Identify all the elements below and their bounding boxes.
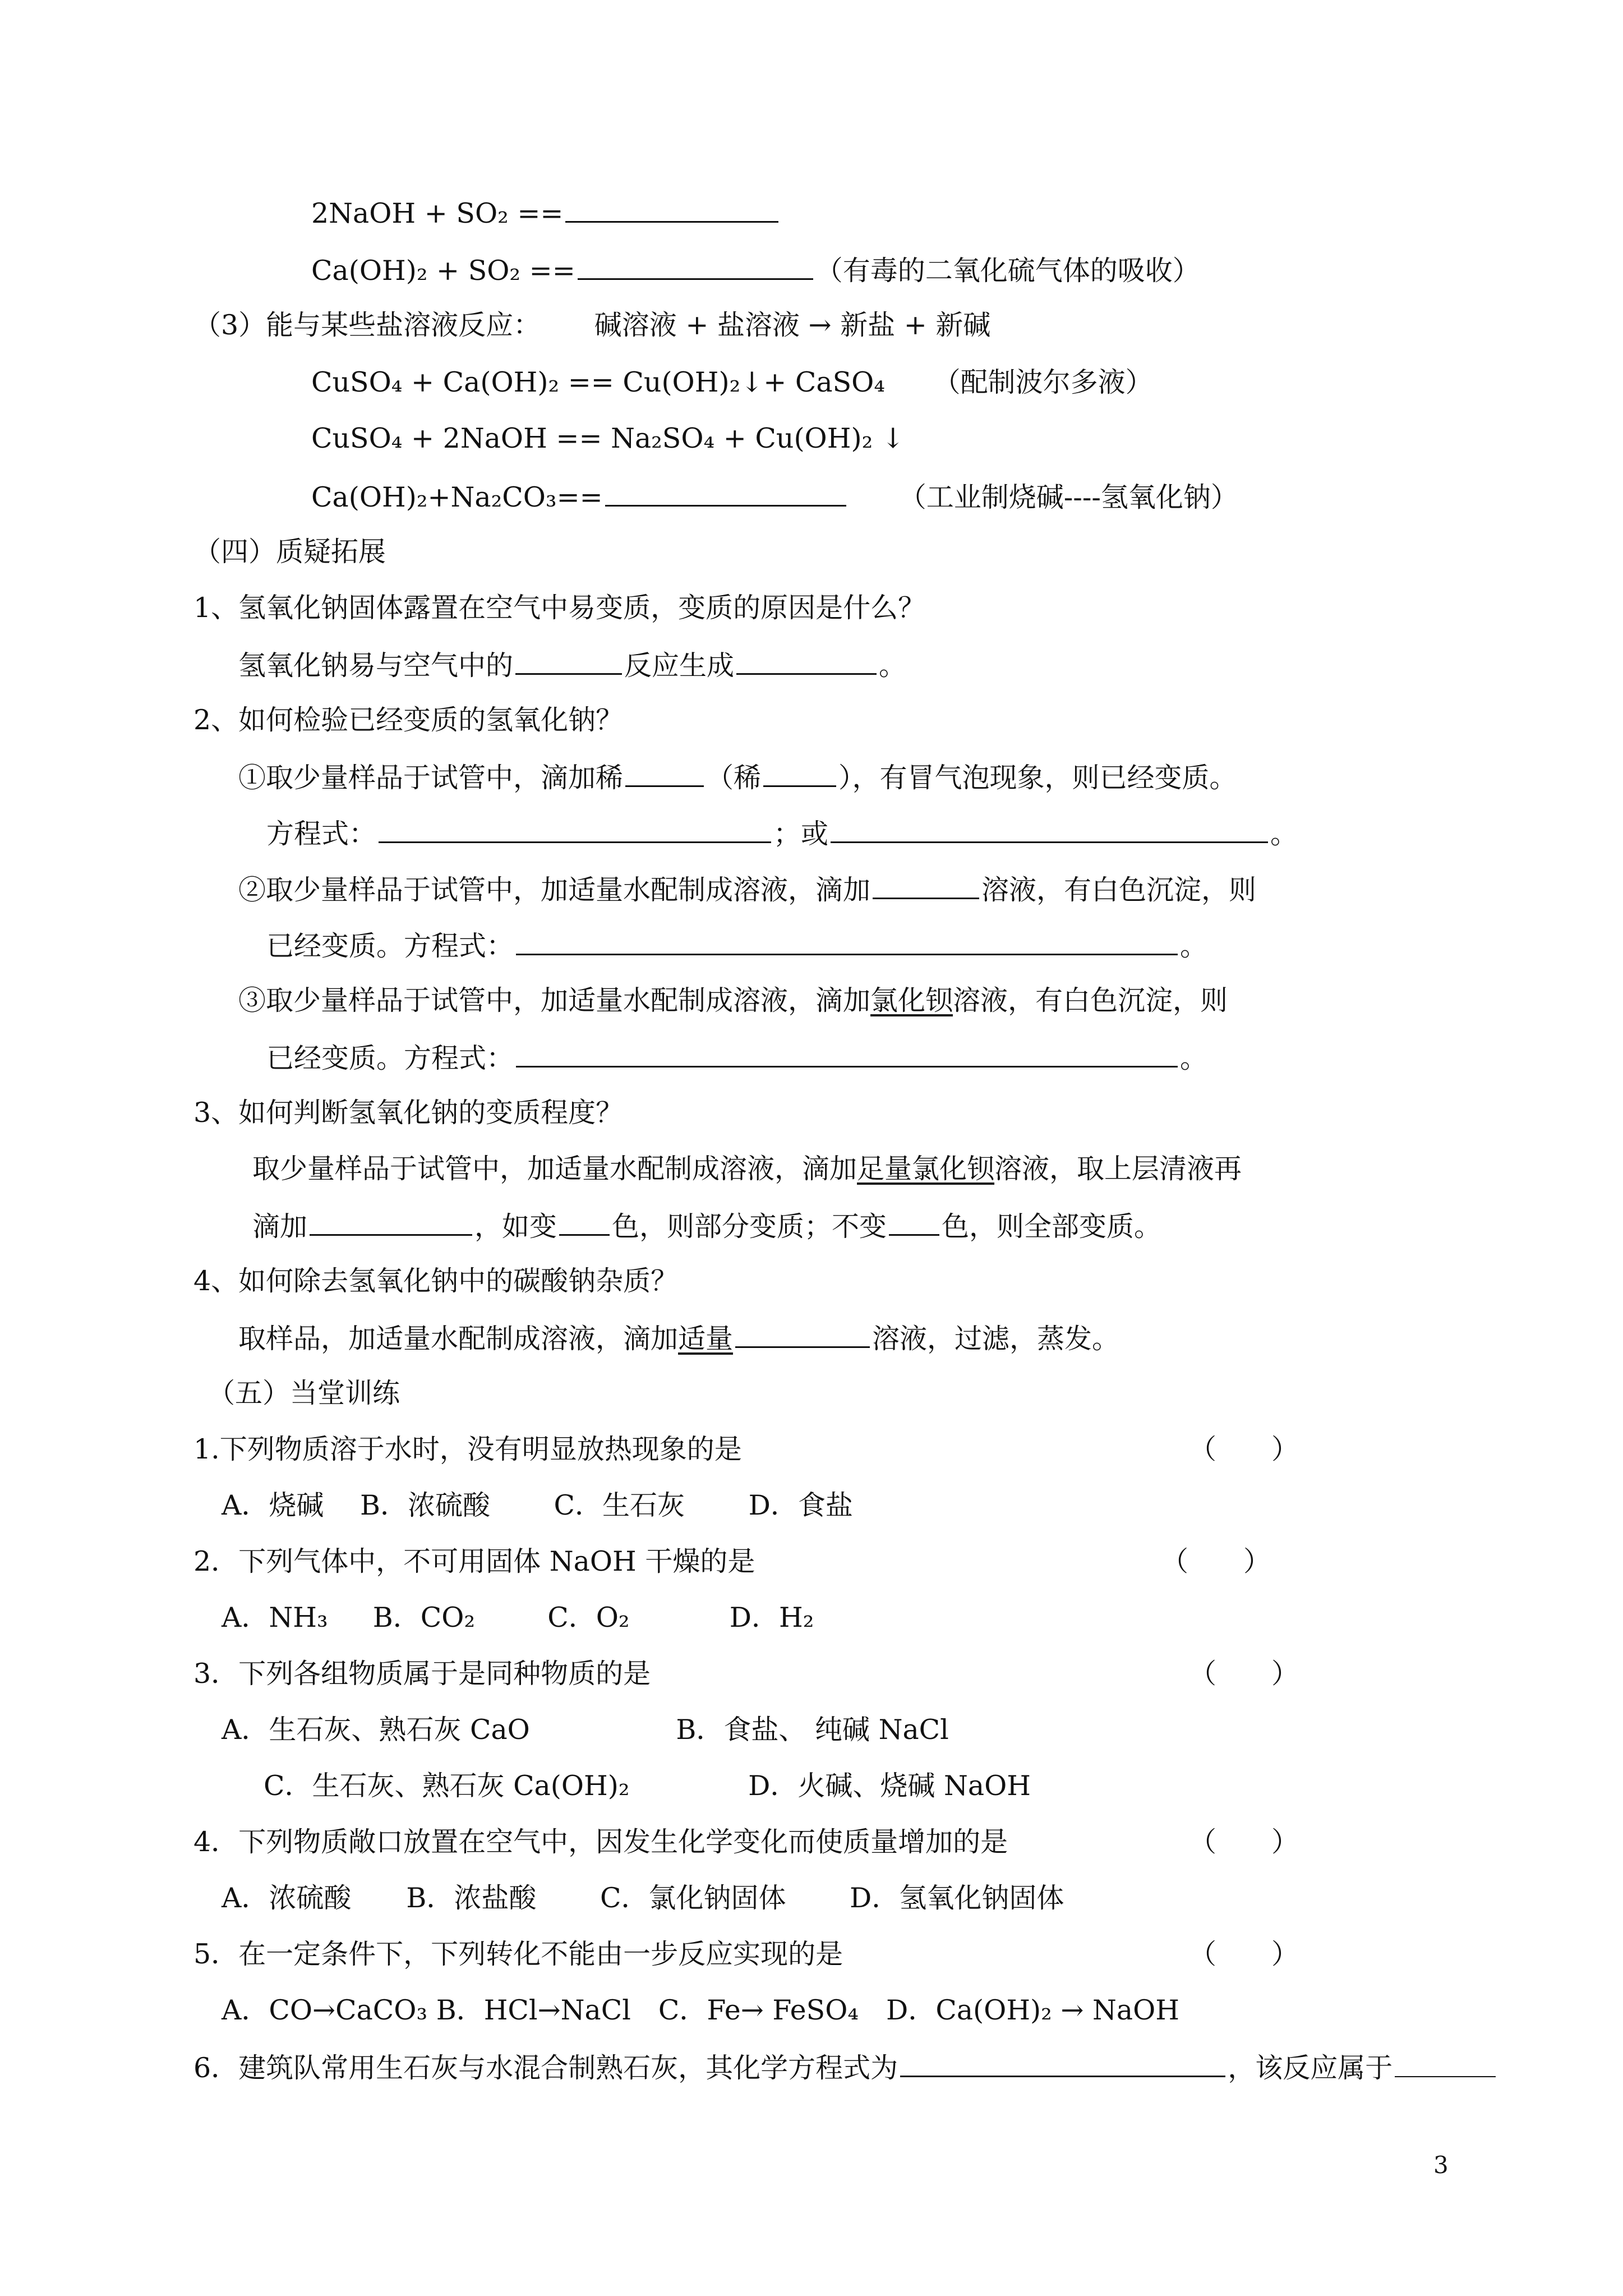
answer-blank[interactable] <box>565 194 778 223</box>
answer-paren[interactable]: （ ） <box>1189 1433 1299 1465</box>
question-2-method-2: ②取少量样品于试管中，加适量水配制成溶液，滴加 溶液，有白色沉淀，则 <box>238 871 1256 908</box>
question-2-method-3-equation: 已经变质。方程式： 。 <box>266 1039 1207 1076</box>
question-2-method-1: ①取少量样品于试管中，滴加稀 （稀 ），有冒气泡现象，则已经变质。 <box>238 758 1237 796</box>
answer-blank[interactable] <box>831 815 1268 843</box>
question-4-answer: 取样品，加适量水配制成溶液，滴加适量 溶液，过滤，蒸发。 <box>238 1319 1119 1357</box>
training-question-2: 2．下列气体中，不可用固体 NaOH 干燥的是 <box>193 1545 755 1577</box>
answer-blank[interactable] <box>379 815 771 843</box>
question-3-answer-line-1: 取少量样品于试管中，加适量水配制成溶液，滴加足量氯化钡溶液，取上层清液再 <box>252 1153 1242 1185</box>
answer-blank[interactable] <box>515 646 622 675</box>
question-2-method-3: ③取少量样品于试管中，加适量水配制成溶液，滴加氯化钡溶液，有白色沉淀，则 <box>238 984 1228 1016</box>
training-question-5: 5．在一定条件下，下列转化不能由一步反应实现的是 <box>193 1938 843 1970</box>
answer-blank[interactable] <box>900 2049 1225 2077</box>
answer-paren[interactable]: （ ） <box>1189 1938 1299 1970</box>
equation-caoh2-so2: Ca(OH)₂ + SO₂ == （有毒的二氧化硫气体的吸收） <box>311 251 1200 289</box>
answer-paren[interactable]: （ ） <box>1189 1658 1299 1690</box>
question-3-answer-line-2: 滴加 ，如变 色，则部分变质；不变 色，则全部变质。 <box>252 1207 1161 1245</box>
answer-paren[interactable]: （ ） <box>1189 1826 1299 1858</box>
equation-naoh-so2: 2NaOH + SO₂ == <box>311 194 781 232</box>
answer-blank[interactable] <box>763 758 836 787</box>
question-2: 2、如何检验已经变质的氢氧化钠？ <box>193 704 624 736</box>
training-question-3-options-cd: C．生石灰、熟石灰 Ca(OH)₂ D．火碱、烧碱 NaOH <box>264 1770 1031 1802</box>
training-question-4: 4．下列物质敞口放置在空气中，因发生化学变化而使质量增加的是 <box>193 1826 1008 1858</box>
answer-blank[interactable] <box>605 478 846 507</box>
answer-blank[interactable] <box>310 1207 472 1236</box>
answer-blank[interactable] <box>735 1319 870 1348</box>
training-question-4-options: A．浓硫酸 B．浓盐酸 C．氯化钠固体 D．氢氧化钠固体 <box>222 1882 1064 1914</box>
question-1-answer: 氢氧化钠易与空气中的 反应生成 。 <box>238 646 906 684</box>
equation-caoh2-na2co3: Ca(OH)₂+Na₂CO₃== （工业制烧碱----氢氧化钠） <box>311 478 1238 516</box>
section-4-title: （四）质疑拓展 <box>193 536 386 568</box>
answer-blank[interactable] <box>625 758 704 787</box>
question-1: 1、氢氧化钠固体露置在空气中易变质，变质的原因是什么？ <box>193 592 926 624</box>
section-5-title: （五）当堂训练 <box>208 1377 400 1409</box>
answer-blank[interactable] <box>873 871 979 899</box>
answer-blank[interactable] <box>516 1039 1178 1068</box>
training-question-6: 6．建筑队常用生石灰与水混合制熟石灰，其化学方程式为 ，该反应属于 <box>193 2049 1498 2086</box>
question-2-method-1-equation: 方程式： ；或 。 <box>266 815 1298 852</box>
training-question-3-options-ab: A．生石灰、熟石灰 CaO B．食盐、 纯碱 NaCl <box>222 1714 949 1746</box>
training-question-2-options: A．NH₃ B．CO₂ C．O₂ D．H₂ <box>222 1602 814 1634</box>
question-3: 3、如何判断氢氧化钠的变质程度？ <box>193 1097 624 1129</box>
answer-blank[interactable] <box>1395 2049 1496 2077</box>
training-question-3: 3．下列各组物质属于是同种物质的是 <box>193 1658 651 1690</box>
question-4: 4、如何除去氢氧化钠中的碳酸钠杂质？ <box>193 1265 679 1297</box>
equation-cuso4-naoh: CuSO₄ + 2NaOH == Na₂SO₄ + Cu(OH)₂ ↓ <box>311 422 905 454</box>
training-question-1-options: A．烧碱 B．浓硫酸 C．生石灰 D．食盐 <box>222 1489 853 1521</box>
answer-paren[interactable]: （ ） <box>1161 1545 1271 1577</box>
question-2-method-2-equation: 已经变质。方程式： 。 <box>266 927 1207 964</box>
answer-blank[interactable] <box>516 927 1178 955</box>
answer-blank[interactable] <box>559 1207 610 1236</box>
training-question-5-options: A．CO→CaCO₃ B．HCl→NaCl C．Fe→ FeSO₄ D．Ca(OH)₂ → NaOH <box>222 1994 1180 2026</box>
equation-cuso4-caoh2: CuSO₄ + Ca(OH)₂ == Cu(OH)₂↓+ CaSO₄ （配制波尔多液） <box>311 366 1153 398</box>
answer-blank[interactable] <box>736 646 877 675</box>
property-3-heading: （3）能与某些盐溶液反应： 碱溶液 + 盐溶液 → 新盐 + 新碱 <box>193 309 991 341</box>
answer-blank[interactable] <box>889 1207 939 1236</box>
training-question-1: 1.下列物质溶于水时，没有明显放热现象的是 <box>193 1433 742 1465</box>
answer-blank[interactable] <box>578 251 813 280</box>
page-number: 3 <box>1433 2151 1449 2179</box>
